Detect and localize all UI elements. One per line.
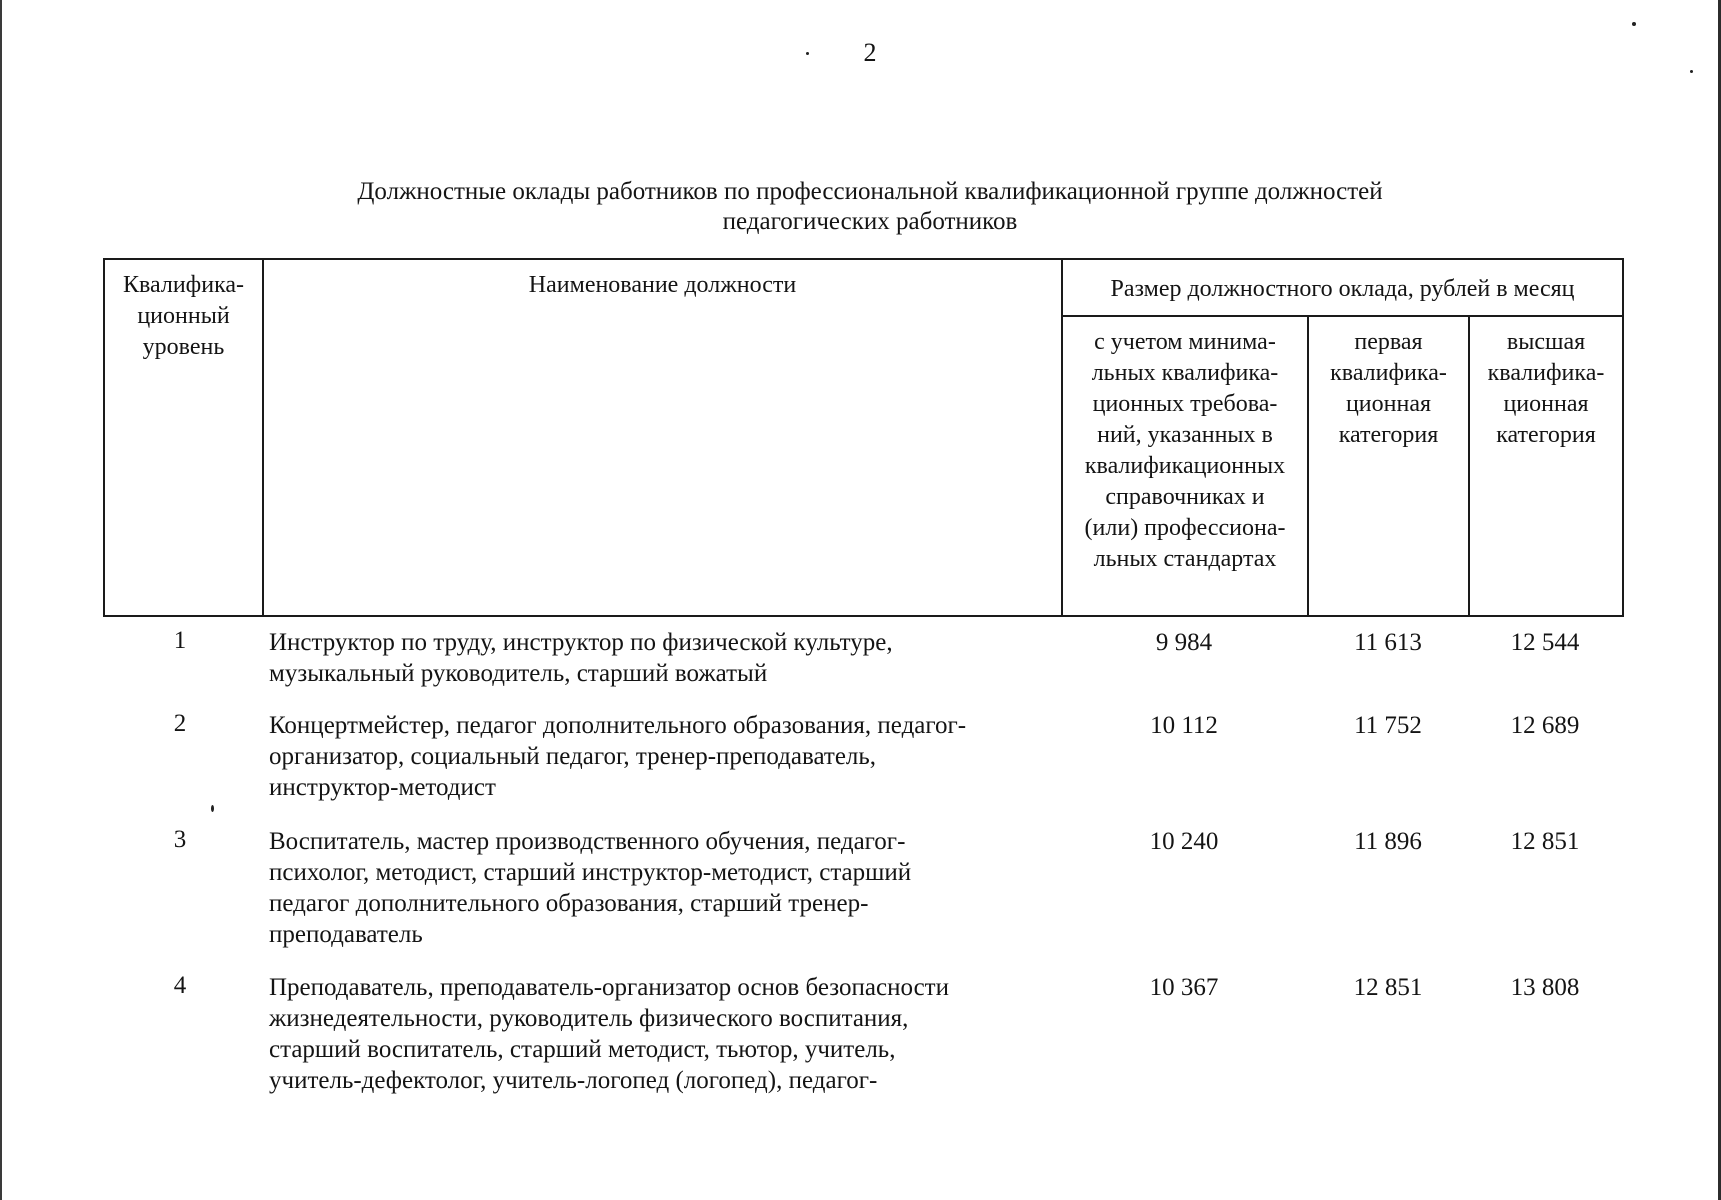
level-column-divider — [262, 258, 264, 617]
subheader-min-qualification: с учетом минима- льных квалифика- ционных требова- ний, указанных в квалификационных справочниках и (или) профессиона- льных стандартах — [1084, 329, 1286, 572]
row-4-first-category-salary: 12 851 — [1353, 974, 1423, 1001]
row-level-1: 1 — [173, 627, 187, 654]
row-1-min-salary: 9 984 — [1155, 629, 1213, 656]
row-level-4: 4 — [173, 972, 187, 999]
page-number: 2 — [863, 38, 877, 67]
row-positions-2: Концертмейстер, педагог дополнительного образования, педагог- организатор, социальный педагог, тренер-преподаватель, инструктор-методист — [269, 712, 967, 801]
scan-speck — [211, 805, 214, 812]
row-3-first-category-salary: 11 896 — [1354, 828, 1422, 855]
subheader-highest-category: высшая квалифика- ционная категория — [1487, 329, 1605, 448]
row-3-min-salary: 10 240 — [1149, 828, 1219, 855]
row-positions-3: Воспитатель, мастер производственного обучения, педагог- психолог, методист, старший инструктор-методист, старший педагог дополнительного образования, старший тренер- преподаватель — [269, 828, 912, 948]
row-positions-4: Преподаватель, преподаватель-организатор основ безопасности жизнедеятельности, руководитель физического воспитания, старший воспитатель, старший методист, тьютор, учитель, учитель-дефектолог, учитель-логопед (логопед), педагог- — [269, 974, 949, 1094]
row-2-highest-category-salary: 12 689 — [1510, 712, 1580, 739]
subheader-first-category: первая квалифика- ционная категория — [1330, 329, 1447, 448]
row-1-highest-category-salary: 12 544 — [1510, 629, 1580, 656]
row-4-min-salary: 10 367 — [1149, 974, 1219, 1001]
scan-edge-left — [0, 0, 2, 1200]
scan-speck — [1632, 22, 1636, 26]
row-level-3: 3 — [173, 826, 187, 853]
row-2-min-salary: 10 112 — [1150, 712, 1218, 739]
row-4-highest-category-salary: 13 808 — [1510, 974, 1580, 1001]
level-header: Квалифика- ционный уровень — [122, 272, 245, 360]
document-title-line-2: педагогических работников — [722, 208, 1018, 235]
salary-header: Размер должностного оклада, рублей в месяц — [1110, 276, 1575, 302]
row-positions-1: Инструктор по труду, инструктор по физической культуре, музыкальный руководитель, старший вожатый — [269, 629, 893, 687]
salary-subheader-divider — [1061, 315, 1624, 317]
document-title-line-1: Должностные оклады работников по профессиональной квалификационной группе должностей — [357, 178, 1383, 205]
header-top-border — [103, 258, 1624, 260]
row-2-first-category-salary: 11 752 — [1354, 712, 1422, 739]
table-header — [103, 258, 1624, 617]
position-header: Наименование должности — [528, 272, 797, 298]
scan-speck — [1690, 70, 1693, 73]
row-3-highest-category-salary: 12 851 — [1510, 828, 1580, 855]
header-bottom-border — [103, 615, 1624, 617]
row-level-2: 2 — [173, 710, 187, 737]
header-right-border — [1622, 258, 1624, 617]
row-1-first-category-salary: 11 613 — [1354, 629, 1422, 656]
scan-speck — [806, 52, 809, 55]
